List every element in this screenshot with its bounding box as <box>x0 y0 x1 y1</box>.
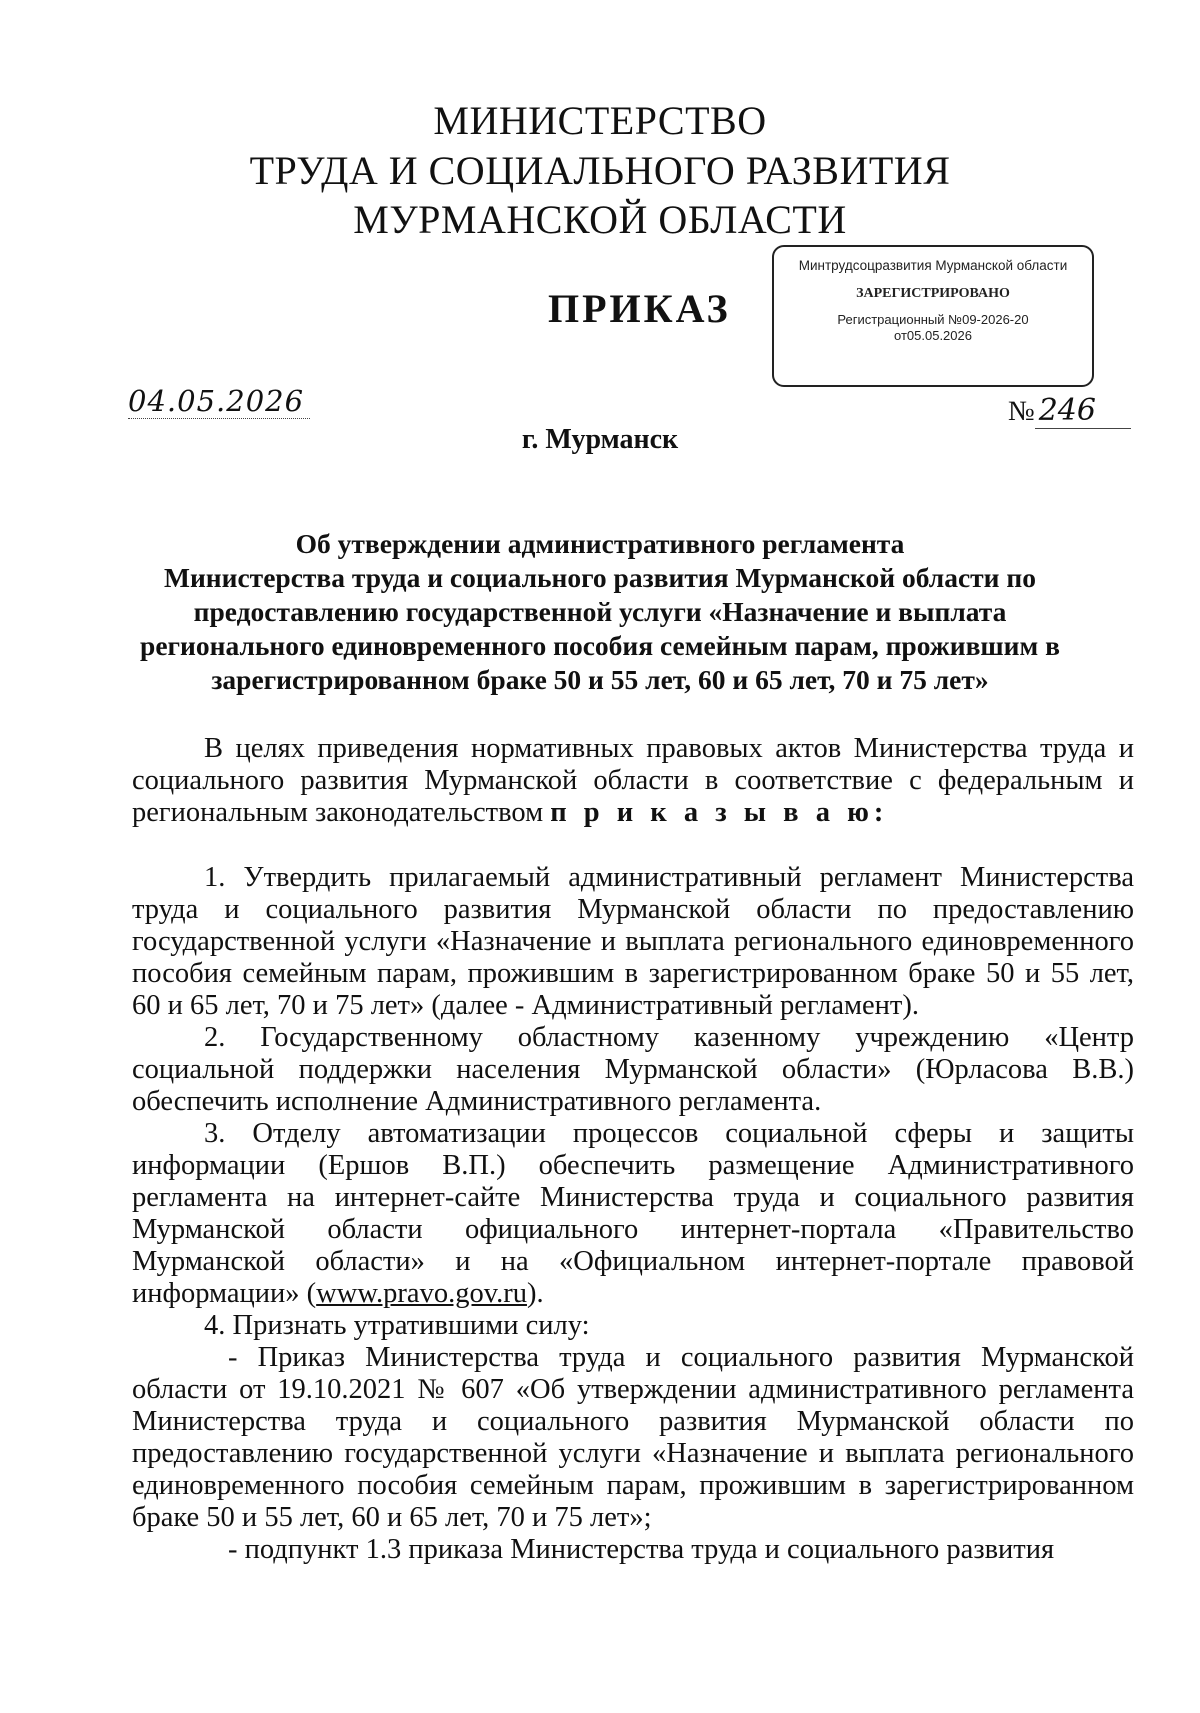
order-items <box>132 862 1134 1566</box>
heading-line: Об утверждении административного регламента <box>295 528 905 559</box>
stamp-reg-number: Регистрационный №09-2026-20 <box>837 312 1029 327</box>
heading-line: зарегистрированном браке 50 и 55 лет, 60 и 65 лет, 70 и 75 лет» <box>211 664 989 695</box>
order-number-handwritten: 246 <box>1035 393 1131 429</box>
preamble <box>132 733 1134 829</box>
order-title: ПРИКАЗ <box>548 286 731 331</box>
preamble-paragraph <box>132 733 1134 829</box>
ministry-name-line-1: МИНИСТЕРСТВО <box>433 98 767 143</box>
item-4-sub-b: - подпункт 1.3 приказа Министерства труда и социального развития <box>228 1534 1055 1565</box>
command-word: п р и к а з ы в а ю: <box>550 797 889 828</box>
stamp-status: ЗАРЕГИСТРИРОВАНО <box>856 286 1010 301</box>
item-3-end: ). <box>526 1278 544 1309</box>
heading-line: регионального единовременного пособия семейным парам, прожившим в <box>140 630 1060 661</box>
item-3 <box>132 1118 1134 1310</box>
pravo-link[interactable]: www.pravo.gov.ru <box>316 1278 527 1309</box>
ministry-name-line-3: МУРМАНСКОЙ ОБЛАСТИ <box>353 197 847 242</box>
ministry-name-line-2: ТРУДА И СОЦИАЛЬНОГО РАЗВИТИЯ <box>249 148 951 193</box>
registration-stamp <box>772 245 1094 387</box>
order-heading <box>120 527 1080 697</box>
item-4-sub-a: - Приказ Министерства труда и социального развития Мурманской области от 19.10.2021 № 607 «Об утверждении административного регламента Министерства труда и социального развития Мурманской области по предоставлению государственной услуги «Назначение и выплата регионального единовременного пособия семейным парам, прожившим в зарегистрированном браке 50 и 55 лет, 60 и 65 лет, 70 и 75 лет»; <box>132 1342 1134 1533</box>
item-4: 4. Признать утратившими силу: <box>204 1310 590 1341</box>
city: г. Мурманск <box>521 424 679 455</box>
order-date-handwritten: 04.05.2026 <box>128 384 310 419</box>
item-3-text: 3. Отделу автоматизации процессов социальной сферы и защиты информации (Ершов В.П.) обеспечить размещение Административного регламента на интернет-сайте Министерства труда и социального развития Мурманской области официального интернет-портала «Правительство Мурманской области» и на «Официальном интернет-портале правовой информации» ( <box>132 1118 1134 1309</box>
preamble-text: В целях приведения нормативных правовых актов Министерства труда и социального развития Мурманской области в соответствие с федеральным и региональным законодательством <box>132 733 1134 828</box>
stamp-organization: Минтрудсоцразвития Мурманской области <box>798 258 1068 273</box>
heading-line: Министерства труда и социального развития Мурманской области по <box>163 562 1036 593</box>
item-2: 2. Государственному областному казенному учреждению «Центр социальной поддержки населения Мурманской области» (Юрласова В.В.) обеспечить исполнение Административного регламента. <box>132 1022 1134 1117</box>
stamp-reg-date: от05.05.2026 <box>894 328 972 343</box>
item-1: 1. Утвердить прилагаемый административный регламент Министерства труда и социального развития Мурманской области по предоставлению государственной услуги «Назначение и выплата регионального единовременного пособия семейным парам, прожившим в зарегистрированном браке 50 и 55 лет, 60 и 65 лет, 70 и 75 лет» (далее - Административный регламент). <box>132 862 1134 1021</box>
number-sign: № <box>1008 396 1035 427</box>
heading-line: предоставлению государственной услуги «Назначение и выплата <box>193 596 1007 627</box>
